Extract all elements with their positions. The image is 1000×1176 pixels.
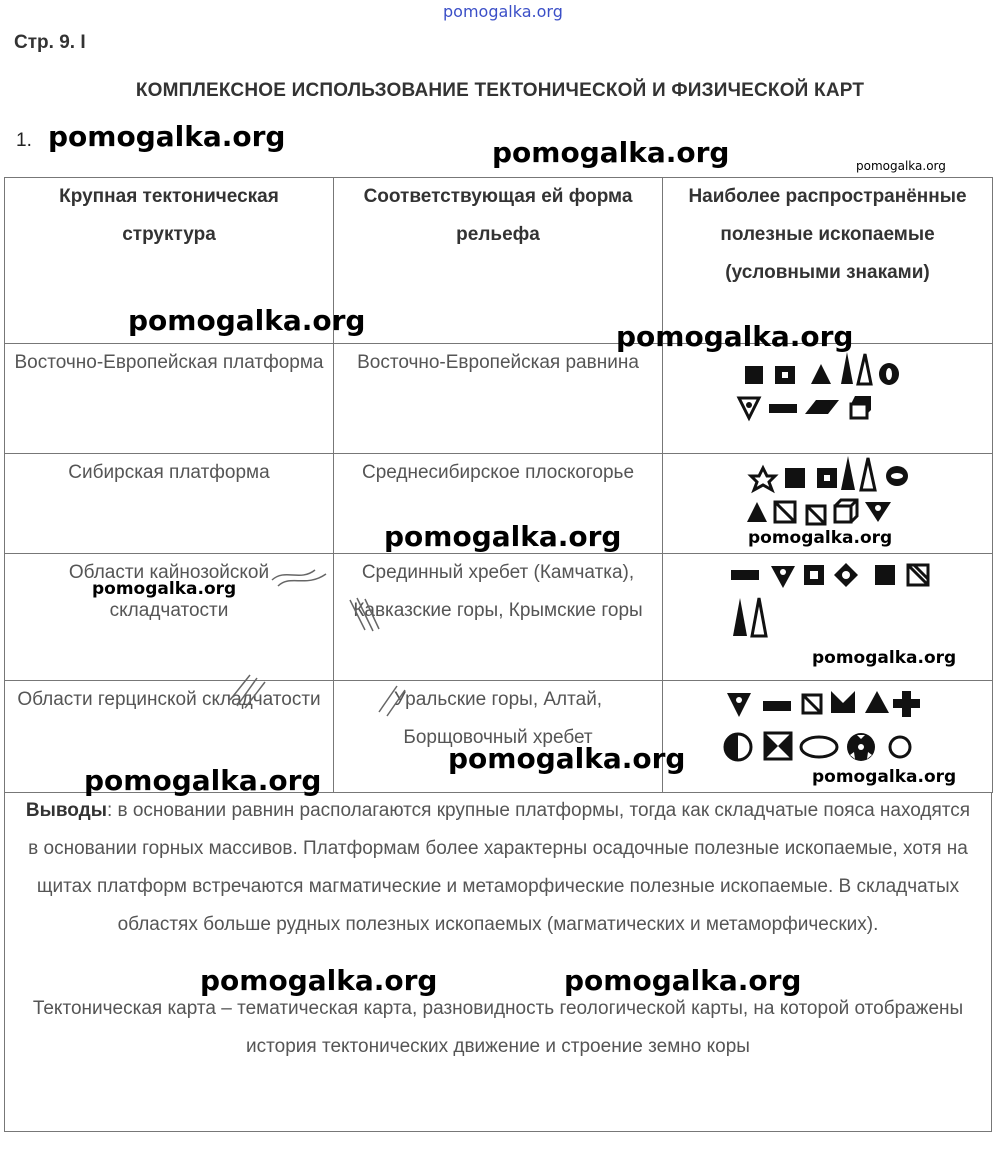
mineral-symbols-icon (671, 344, 981, 452)
scribble-icon (270, 560, 330, 590)
page-reference: Стр. 9. I (14, 32, 86, 53)
watermark: pomogalka.org (448, 742, 686, 775)
scribble-icon (345, 595, 395, 635)
conclusion-text (19, 792, 977, 944)
cell-relief: Восточно-Европейская равнина (334, 344, 663, 454)
conclusion-box (4, 792, 992, 1132)
cell-structure: Области кайнозойской складчатости (5, 554, 334, 681)
watermark: pomogalka.org (128, 304, 366, 337)
cell-relief: Уральские горы, Алтай, Борщовочный хребет (334, 681, 663, 793)
scribble-icon (225, 670, 275, 710)
task-number: 1. (16, 130, 32, 151)
scribble-icon (375, 680, 415, 720)
page-title: КОМПЛЕКСНОЕ ИСПОЛЬЗОВАНИЕ ТЕКТОНИЧЕСКОЙ И ФИЗИЧЕСКОЙ КАРТ (135, 80, 865, 101)
watermark: pomogalka.org (564, 964, 802, 997)
watermark: pomogalka.org (48, 120, 286, 153)
cell-structure: Восточно-Европейская платформа (5, 344, 334, 454)
watermark: pomogalka.org (92, 579, 237, 599)
header-structure: Крупная тектоническая структура (5, 178, 334, 344)
conclusion-body: : в основании равнин располагаются крупные платформы, тогда как складчатые пояса находятся в основании горных массивов. Платформам более характерны осадочные полезные ископаемые, хотя на щитах платформ встречаются магматические и метаморфические полезные ископаемые. В складчатых областях больше рудных полезных ископаемых (магматических и метаморфических). (28, 800, 971, 935)
header-minerals: Наиболее распространённые полезные ископаемые (условными знаками) (663, 178, 993, 344)
watermark: pomogalka.org (384, 520, 622, 553)
definition-text: Тектоническая карта – тематическая карта, разновидность геологической карты, на которой отображены история тектонических движение и строение земно коры (32, 998, 964, 1057)
watermark: pomogalka.org (812, 767, 957, 787)
cell-relief: Срединный хребет (Камчатка), Кавказские горы, Крымские горы (334, 554, 663, 681)
cell-structure: Области герцинской складчатости (5, 681, 334, 793)
watermark: pomogalka.org (616, 320, 854, 353)
table-row (5, 344, 993, 454)
watermark: pomogalka.org (492, 136, 730, 169)
watermark: pomogalka.org (748, 528, 893, 548)
watermark: pomogalka.org (84, 764, 322, 797)
conclusion-label: Выводы (25, 800, 107, 821)
site-link[interactable]: pomogalka.org (443, 2, 563, 21)
cell-structure: Сибирская платформа (5, 454, 334, 554)
cell-relief: Среднесибирское плоскогорье (334, 454, 663, 554)
minerals-table (4, 177, 993, 793)
watermark: pomogalka.org (812, 648, 957, 668)
watermark: pomogalka.org (200, 964, 438, 997)
header-relief: Соответствующая ей форма рельефа (334, 178, 663, 344)
mineral-symbols-cell (663, 344, 993, 454)
watermark: pomogalka.org (856, 159, 946, 173)
